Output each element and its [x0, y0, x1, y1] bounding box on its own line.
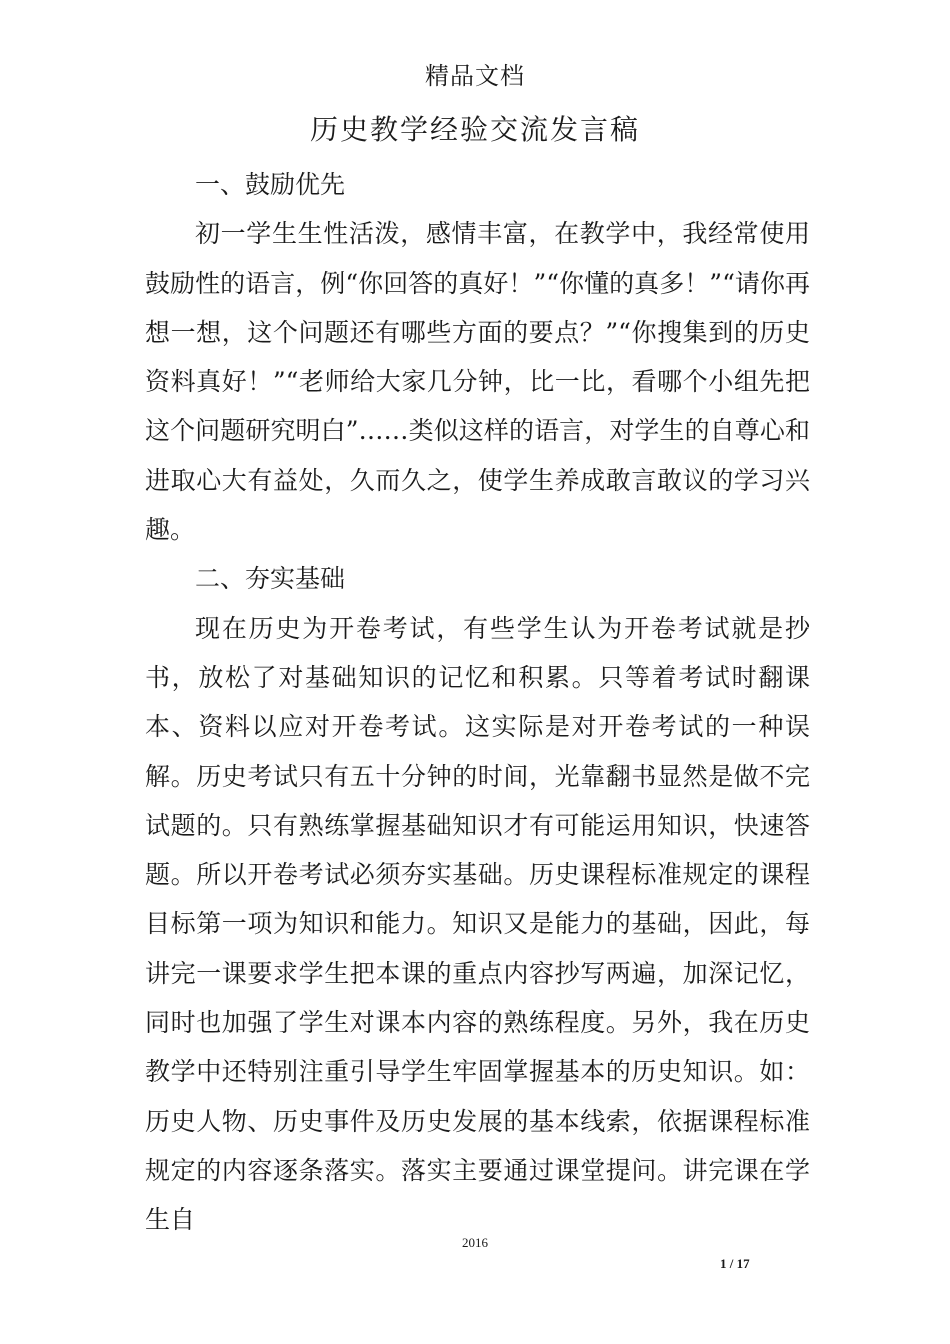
paragraph-1: 初一学生生性活泼，感情丰富，在教学中，我经常使用鼓励性的语言，例“你回答的真好！”“你懂的真多！”“请你再想一想，这个问题还有哪些方面的要点？”“你搜集到的历史资料真好！”“老师给大家几分钟，比一比，看哪个小组先把这个问题研究明白”……类似这样的语言，对学生的自尊心和进取心大有益处，久而久之，使学生养成敢言敢议的学习兴趣。	[145, 219, 810, 545]
document-body	[145, 160, 810, 1245]
page-number: 1 / 17	[720, 1256, 750, 1271]
footer-year: 2016	[462, 1235, 488, 1250]
document-title: 历史教学经验交流发言稿	[309, 113, 640, 146]
section-heading-2: 二、夯实基础	[195, 564, 346, 594]
header-watermark: 精品文档	[425, 62, 525, 90]
paragraph-2: 现在历史为开卷考试，有些学生认为开卷考试就是抄书，放松了对基础知识的记忆和积累。只等着考试时翻课本、资料以应对开卷考试。这实际是对开卷考试的一种误解。历史考试只有五十分钟的时间，光靠翻书显然是做不完试题的。只有熟练掌握基础知识才有可能运用知识，快速答题。所以开卷考试必须夯实基础。历史课程标准规定的课程目标第一项为知识和能力。知识又是能力的基础，因此，每讲完一课要求学生把本课的重点内容抄写两遍，加深记忆，同时也加强了学生对课本内容的熟练程度。另外，我在历史教学中还特别注重引导学生牢固掌握基本的历史知识。如：历史人物、历史事件及历史发展的基本线索，依据课程标准规定的内容逐条落实。落实主要通过课堂提问。讲完课在学生自	[145, 613, 810, 1235]
section-heading-1: 一、鼓励优先	[195, 170, 346, 199]
